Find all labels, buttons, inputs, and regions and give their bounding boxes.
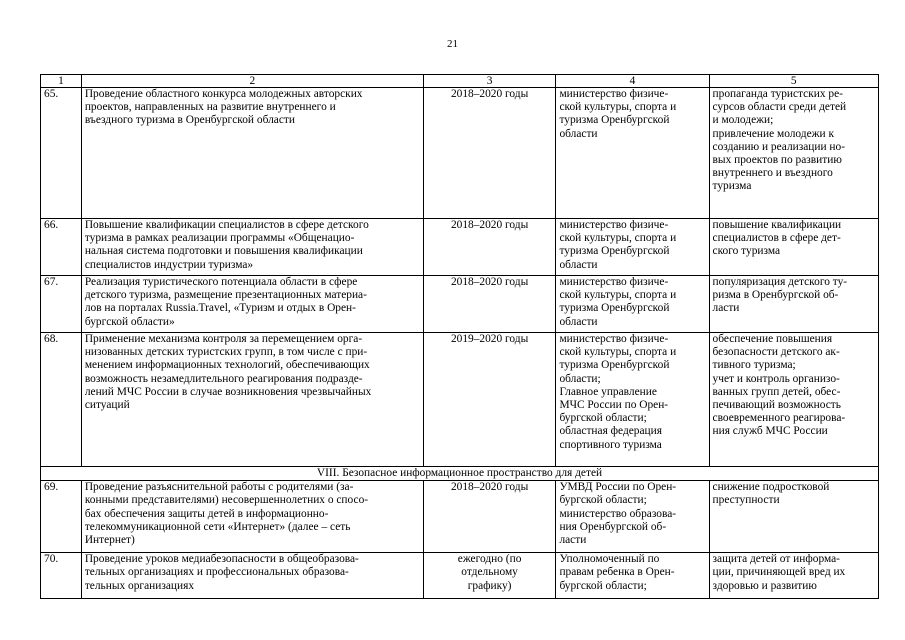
text-line: Проведение разъяснительной работы с родителями (за- — [84, 481, 354, 494]
measure-executor — [556, 333, 709, 467]
text-line: 2018–2020 годы — [450, 481, 529, 494]
row-number: 66. — [41, 219, 82, 276]
text-line: МЧС России по Орен- — [559, 399, 669, 412]
column-number-3: 3 — [423, 75, 556, 88]
measure-term — [423, 481, 556, 553]
measure-executor — [556, 276, 709, 333]
text-line: сурсов области среди детей — [712, 101, 847, 114]
measure-description — [81, 88, 423, 219]
text-line: спортивного туризма — [559, 438, 662, 451]
measure-term — [423, 276, 556, 333]
text-line: своевременного реагирова- — [712, 412, 846, 425]
text-line: конными представителями) несовершеннолетних о спосо- — [84, 494, 369, 507]
text-line: ежегодно (по — [457, 553, 522, 566]
measure-description — [81, 553, 423, 599]
text-line: популяризация детского ту- — [712, 276, 848, 288]
measure-description — [81, 333, 423, 467]
text-line: туризма Оренбургской — [559, 359, 670, 372]
text-line: Проведение областного конкурса молодежных авторских — [84, 88, 363, 100]
row-number: 65. — [41, 88, 82, 219]
text-line: 2018–2020 годы — [450, 276, 529, 288]
table-row — [41, 88, 879, 219]
text-line: здоровью и развитию — [712, 579, 817, 592]
text-line: Главное управление — [559, 385, 657, 398]
row-number: 67. — [41, 276, 82, 333]
text-line: безопасности детского ак- — [712, 346, 840, 359]
section-title: VIII. Безопасное информационное пространство для детей — [41, 467, 879, 481]
text-line: лов на порталах Russia.Travel, «Туризм и отдых в Орен- — [84, 302, 356, 315]
measure-description — [81, 219, 423, 276]
measure-result — [709, 219, 878, 276]
text-line: ской культуры, спорта и — [559, 232, 677, 245]
measure-result — [709, 553, 878, 599]
text-line: ции, причиняющей вред их — [712, 566, 846, 579]
measure-result — [709, 333, 878, 467]
measure-term — [423, 333, 556, 467]
measure-term — [423, 553, 556, 599]
text-line: области — [559, 127, 598, 140]
text-line: правам ребенка в Орен- — [559, 566, 675, 579]
text-line: печивающий возможность — [712, 399, 841, 412]
text-line: области — [559, 315, 598, 328]
text-line: созданию и реализации но- — [712, 140, 846, 153]
column-number-5: 5 — [709, 75, 878, 88]
text-line: ризма в Оренбургской об- — [712, 289, 839, 302]
text-line: туризма Оренбургской — [559, 245, 670, 258]
text-line: детского туризма, размещение презентационных материа- — [84, 289, 367, 302]
text-line: ской культуры, спорта и — [559, 346, 677, 359]
text-line: менением информационных технологий, обеспечивающих — [84, 359, 370, 372]
text-line: министерство физиче- — [559, 333, 669, 345]
text-line: тельных организациях и профессиональных образова- — [84, 566, 349, 579]
text-line: ского туризма — [712, 245, 781, 258]
table-row — [41, 276, 879, 333]
measure-result — [709, 88, 878, 219]
text-line: бургской области; — [559, 579, 647, 592]
text-line: телекоммуникационной сети «Интернет» (далее – сеть — [84, 520, 351, 533]
table-row — [41, 553, 879, 599]
text-line: проектов, направленных на развитие внутреннего и — [84, 101, 336, 114]
text-line: 2019–2020 годы — [450, 333, 529, 345]
text-line: внутреннего и въездного — [712, 167, 833, 180]
row-number: 69. — [41, 481, 82, 553]
text-line: возможность незамедлительного реагирования подразде- — [84, 372, 363, 385]
column-number-4: 4 — [556, 75, 709, 88]
text-line: тельных организациях — [84, 579, 195, 592]
text-line: Повышение квалификации специалистов в сфере детского — [84, 219, 369, 231]
text-line: туризма Оренбургской — [559, 302, 670, 315]
text-line: области — [559, 258, 598, 271]
measure-executor — [556, 88, 709, 219]
measure-term — [423, 88, 556, 219]
measure-result — [709, 276, 878, 333]
text-line: графику) — [467, 579, 512, 592]
text-line: Интернет) — [84, 534, 135, 547]
text-line: Реализация туристического потенциала области в сфере — [84, 276, 358, 288]
measure-executor — [556, 553, 709, 599]
measure-term — [423, 219, 556, 276]
text-line: въездного туризма в Оренбургской области — [84, 114, 295, 127]
text-line: привлечение молодежи к — [712, 127, 834, 140]
text-line: туризма в рамках реализации программы «Общенацио- — [84, 232, 355, 245]
row-number: 68. — [41, 333, 82, 467]
text-line: повышение квалификации — [712, 219, 842, 231]
column-number-1: 1 — [41, 75, 82, 88]
text-line: преступности — [712, 494, 780, 507]
text-line: министерство образова- — [559, 507, 677, 520]
text-line: УМВД России по Орен- — [559, 481, 677, 494]
text-line: Проведение уроков медиабезопасности в общеобразова- — [84, 553, 359, 566]
page-number: 21 — [447, 38, 458, 50]
text-line: бургской области» — [84, 315, 175, 328]
measure-description — [81, 481, 423, 553]
text-line: снижение подростковой — [712, 481, 830, 494]
text-line: Применение механизма контроля за перемещением орга- — [84, 333, 363, 345]
text-line: низованных детских туристских групп, в том числе с при- — [84, 346, 368, 359]
column-number-row — [41, 75, 879, 88]
text-line: защита детей от информа- — [712, 553, 840, 566]
text-line: бургской области; — [559, 494, 647, 507]
measure-executor — [556, 481, 709, 553]
text-line: пропаганда туристских ре- — [712, 88, 843, 100]
text-line: Уполномоченный по — [559, 553, 660, 566]
text-line: ской культуры, спорта и — [559, 289, 677, 302]
text-line: областная федерация — [559, 425, 662, 438]
text-line: вых проектов по развитию — [712, 154, 842, 167]
text-line: специалистов в сфере дет- — [712, 232, 841, 245]
text-line: ласти — [559, 534, 587, 547]
text-line: туризма — [712, 180, 752, 193]
measure-result — [709, 481, 878, 553]
table-row — [41, 219, 879, 276]
text-line: обеспечение повышения — [712, 333, 833, 345]
measures-table — [40, 74, 879, 599]
text-line: министерство физиче- — [559, 276, 669, 288]
text-line: ласти — [712, 302, 740, 315]
text-line: нальная система подготовки и повышения квалификации — [84, 245, 363, 258]
table-row — [41, 333, 879, 467]
text-line: бах обеспечения защиты детей в информационно- — [84, 507, 329, 520]
text-line: ванных групп детей, обес- — [712, 385, 841, 398]
row-number: 70. — [41, 553, 82, 599]
text-line: ния Оренбургской об- — [559, 520, 667, 533]
text-line: лений МЧС России в случае возникновения чрезвычайных — [84, 385, 372, 398]
text-line: ситуаций — [84, 399, 130, 412]
text-line: ской культуры, спорта и — [559, 101, 677, 114]
measure-executor — [556, 219, 709, 276]
table-row — [41, 481, 879, 553]
text-line: 2018–2020 годы — [450, 88, 529, 100]
text-line: специалистов индустрии туризма» — [84, 258, 254, 271]
text-line: тивного туризма; — [712, 359, 796, 372]
text-line: министерство физиче- — [559, 219, 669, 231]
text-line: учет и контроль организо- — [712, 372, 840, 385]
text-line: 2018–2020 годы — [450, 219, 529, 231]
text-line: бургской области; — [559, 412, 647, 425]
text-line: и молодежи; — [712, 114, 774, 127]
column-number-2: 2 — [81, 75, 423, 88]
text-line: туризма Оренбургской — [559, 114, 670, 127]
text-line: области; — [559, 372, 601, 385]
text-line: ния служб МЧС России — [712, 425, 828, 438]
section-header-row — [41, 467, 879, 481]
text-line: министерство физиче- — [559, 88, 669, 100]
text-line: отдельному — [461, 566, 518, 579]
measure-description — [81, 276, 423, 333]
